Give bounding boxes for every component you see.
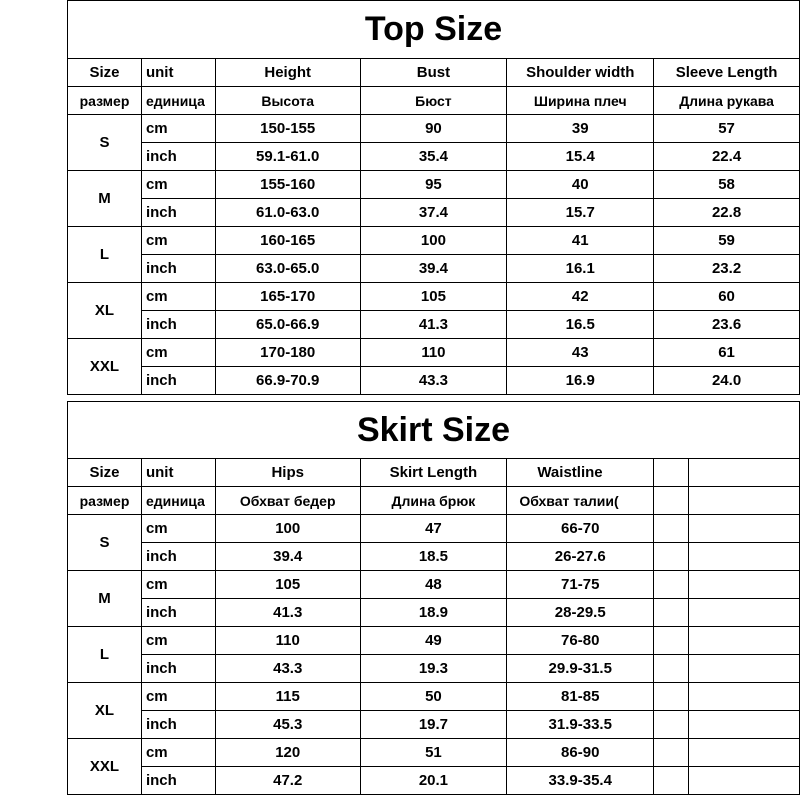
hips-value: 41.3 — [215, 599, 360, 627]
empty-cell — [654, 655, 689, 683]
hips-value: 39.4 — [215, 543, 360, 571]
bust-value: 100 — [360, 227, 507, 255]
table-row — [68, 311, 800, 339]
skirt-length-value: 19.3 — [360, 655, 507, 683]
height-value: 165-170 — [215, 283, 360, 311]
size-label: M — [68, 571, 142, 627]
skirt-header-row-ru — [68, 487, 800, 515]
skirt-size-title: Skirt Size — [68, 402, 800, 459]
empty-cell — [689, 655, 800, 683]
unit-label: inch — [141, 655, 215, 683]
table-row — [68, 627, 800, 655]
skirt-length-value: 18.5 — [360, 543, 507, 571]
empty-cell — [654, 459, 689, 487]
header-skirt-length: Skirt Length — [360, 459, 507, 487]
header-shoulder-width: Shoulder width — [507, 59, 654, 87]
header-unit-ru: единица — [141, 487, 215, 515]
sleeve-value: 22.4 — [654, 143, 800, 171]
size-label: M — [68, 171, 142, 227]
bust-value: 43.3 — [360, 367, 507, 395]
header-unit: unit — [141, 459, 215, 487]
table-row — [68, 599, 800, 627]
shoulder-value: 39 — [507, 115, 654, 143]
empty-cell — [689, 599, 800, 627]
header-hips: Hips — [215, 459, 360, 487]
hips-value: 43.3 — [215, 655, 360, 683]
unit-label: inch — [141, 143, 215, 171]
unit-label: inch — [141, 311, 215, 339]
table-row — [68, 199, 800, 227]
table-row — [68, 515, 800, 543]
header-unit: unit — [141, 59, 215, 87]
unit-label: cm — [141, 115, 215, 143]
unit-label: cm — [141, 739, 215, 767]
waistline-value: 28-29.5 — [507, 599, 654, 627]
waistline-value: 33.9-35.4 — [507, 767, 654, 795]
waistline-value: 76-80 — [507, 627, 654, 655]
hips-value: 45.3 — [215, 711, 360, 739]
table-row — [68, 227, 800, 255]
table-row — [68, 143, 800, 171]
unit-label: inch — [141, 599, 215, 627]
height-value: 65.0-66.9 — [215, 311, 360, 339]
hips-value: 105 — [215, 571, 360, 599]
sleeve-value: 60 — [654, 283, 800, 311]
height-value: 155-160 — [215, 171, 360, 199]
empty-cell — [654, 767, 689, 795]
header-bust: Bust — [360, 59, 507, 87]
unit-label: inch — [141, 367, 215, 395]
empty-cell — [689, 711, 800, 739]
waistline-value: 26-27.6 — [507, 543, 654, 571]
header-height: Height — [215, 59, 360, 87]
skirt-length-value: 18.9 — [360, 599, 507, 627]
sleeve-value: 59 — [654, 227, 800, 255]
bust-value: 35.4 — [360, 143, 507, 171]
table-row — [68, 115, 800, 143]
empty-cell — [689, 767, 800, 795]
size-chart-sheet — [67, 0, 800, 800]
skirt-length-value: 19.7 — [360, 711, 507, 739]
height-value: 59.1-61.0 — [215, 143, 360, 171]
top-header-row-ru — [68, 87, 800, 115]
empty-cell — [654, 543, 689, 571]
bust-value: 41.3 — [360, 311, 507, 339]
skirt-length-value: 48 — [360, 571, 507, 599]
height-value: 150-155 — [215, 115, 360, 143]
sleeve-value: 57 — [654, 115, 800, 143]
header-shoulder-width-ru: Ширина плеч — [507, 87, 654, 115]
unit-label: inch — [141, 255, 215, 283]
header-bust-ru: Бюст — [360, 87, 507, 115]
table-row — [68, 655, 800, 683]
skirt-header-row-en — [68, 459, 800, 487]
top-size-title: Top Size — [68, 1, 800, 59]
waistline-value: 29.9-31.5 — [507, 655, 654, 683]
header-size: Size — [68, 59, 142, 87]
shoulder-value: 43 — [507, 339, 654, 367]
empty-cell — [654, 487, 689, 515]
empty-cell — [689, 515, 800, 543]
empty-cell — [654, 711, 689, 739]
unit-label: cm — [141, 627, 215, 655]
bust-value: 39.4 — [360, 255, 507, 283]
skirt-length-value: 47 — [360, 515, 507, 543]
height-value: 160-165 — [215, 227, 360, 255]
table-row — [68, 339, 800, 367]
hips-value: 120 — [215, 739, 360, 767]
unit-label: cm — [141, 683, 215, 711]
size-label: XL — [68, 283, 142, 339]
sleeve-value: 58 — [654, 171, 800, 199]
bust-value: 95 — [360, 171, 507, 199]
hips-value: 100 — [215, 515, 360, 543]
size-label: S — [68, 515, 142, 571]
waistline-value: 86-90 — [507, 739, 654, 767]
header-waistline: Waistline — [507, 459, 654, 487]
unit-label: inch — [141, 711, 215, 739]
table-row — [68, 711, 800, 739]
unit-label: cm — [141, 171, 215, 199]
height-value: 61.0-63.0 — [215, 199, 360, 227]
sleeve-value: 24.0 — [654, 367, 800, 395]
skirt-length-value: 49 — [360, 627, 507, 655]
header-sleeve-length-ru: Длина рукава — [654, 87, 800, 115]
hips-value: 115 — [215, 683, 360, 711]
table-row — [68, 171, 800, 199]
table-row — [68, 683, 800, 711]
empty-cell — [654, 627, 689, 655]
hips-value: 110 — [215, 627, 360, 655]
table-row — [68, 543, 800, 571]
skirt-length-value: 51 — [360, 739, 507, 767]
sleeve-value: 23.2 — [654, 255, 800, 283]
size-label: L — [68, 627, 142, 683]
unit-label: inch — [141, 543, 215, 571]
skirt-length-value: 20.1 — [360, 767, 507, 795]
top-size-table — [67, 0, 800, 395]
height-value: 170-180 — [215, 339, 360, 367]
shoulder-value: 40 — [507, 171, 654, 199]
empty-cell — [654, 515, 689, 543]
header-height-ru: Высота — [215, 87, 360, 115]
sleeve-value: 23.6 — [654, 311, 800, 339]
size-label: XXL — [68, 339, 142, 395]
waistline-value: 71-75 — [507, 571, 654, 599]
unit-label: cm — [141, 227, 215, 255]
table-row — [68, 767, 800, 795]
shoulder-value: 42 — [507, 283, 654, 311]
waistline-value: 31.9-33.5 — [507, 711, 654, 739]
header-waistline-ru: Обхват талии( — [507, 487, 654, 515]
size-label: XXL — [68, 739, 142, 795]
height-value: 66.9-70.9 — [215, 367, 360, 395]
top-header-row-en — [68, 59, 800, 87]
header-size-ru: размер — [68, 87, 142, 115]
unit-label: inch — [141, 767, 215, 795]
table-row — [68, 367, 800, 395]
size-label: S — [68, 115, 142, 171]
empty-cell — [689, 571, 800, 599]
header-hips-ru: Обхват бедер — [215, 487, 360, 515]
bust-value: 37.4 — [360, 199, 507, 227]
hips-value: 47.2 — [215, 767, 360, 795]
table-row — [68, 739, 800, 767]
shoulder-value: 16.5 — [507, 311, 654, 339]
empty-cell — [689, 543, 800, 571]
sleeve-value: 22.8 — [654, 199, 800, 227]
empty-cell — [689, 487, 800, 515]
header-size: Size — [68, 459, 142, 487]
unit-label: cm — [141, 571, 215, 599]
shoulder-value: 16.1 — [507, 255, 654, 283]
waistline-value: 81-85 — [507, 683, 654, 711]
bust-value: 90 — [360, 115, 507, 143]
empty-cell — [689, 627, 800, 655]
bust-value: 105 — [360, 283, 507, 311]
size-label: L — [68, 227, 142, 283]
height-value: 63.0-65.0 — [215, 255, 360, 283]
table-row — [68, 571, 800, 599]
table-row — [68, 283, 800, 311]
unit-label: inch — [141, 199, 215, 227]
unit-label: cm — [141, 283, 215, 311]
shoulder-value: 41 — [507, 227, 654, 255]
sleeve-value: 61 — [654, 339, 800, 367]
unit-label: cm — [141, 515, 215, 543]
size-label: XL — [68, 683, 142, 739]
empty-cell — [654, 739, 689, 767]
header-skirt-length-ru: Длина брюк — [360, 487, 507, 515]
skirt-length-value: 50 — [360, 683, 507, 711]
shoulder-value: 15.7 — [507, 199, 654, 227]
shoulder-value: 15.4 — [507, 143, 654, 171]
empty-cell — [689, 739, 800, 767]
shoulder-value: 16.9 — [507, 367, 654, 395]
header-size-ru: размер — [68, 487, 142, 515]
empty-cell — [654, 571, 689, 599]
skirt-size-table — [67, 401, 800, 795]
empty-cell — [654, 683, 689, 711]
empty-cell — [689, 683, 800, 711]
table-row — [68, 255, 800, 283]
unit-label: cm — [141, 339, 215, 367]
empty-cell — [654, 599, 689, 627]
bust-value: 110 — [360, 339, 507, 367]
empty-cell — [689, 459, 800, 487]
header-sleeve-length: Sleeve Length — [654, 59, 800, 87]
header-unit-ru: единица — [141, 87, 215, 115]
waistline-value: 66-70 — [507, 515, 654, 543]
